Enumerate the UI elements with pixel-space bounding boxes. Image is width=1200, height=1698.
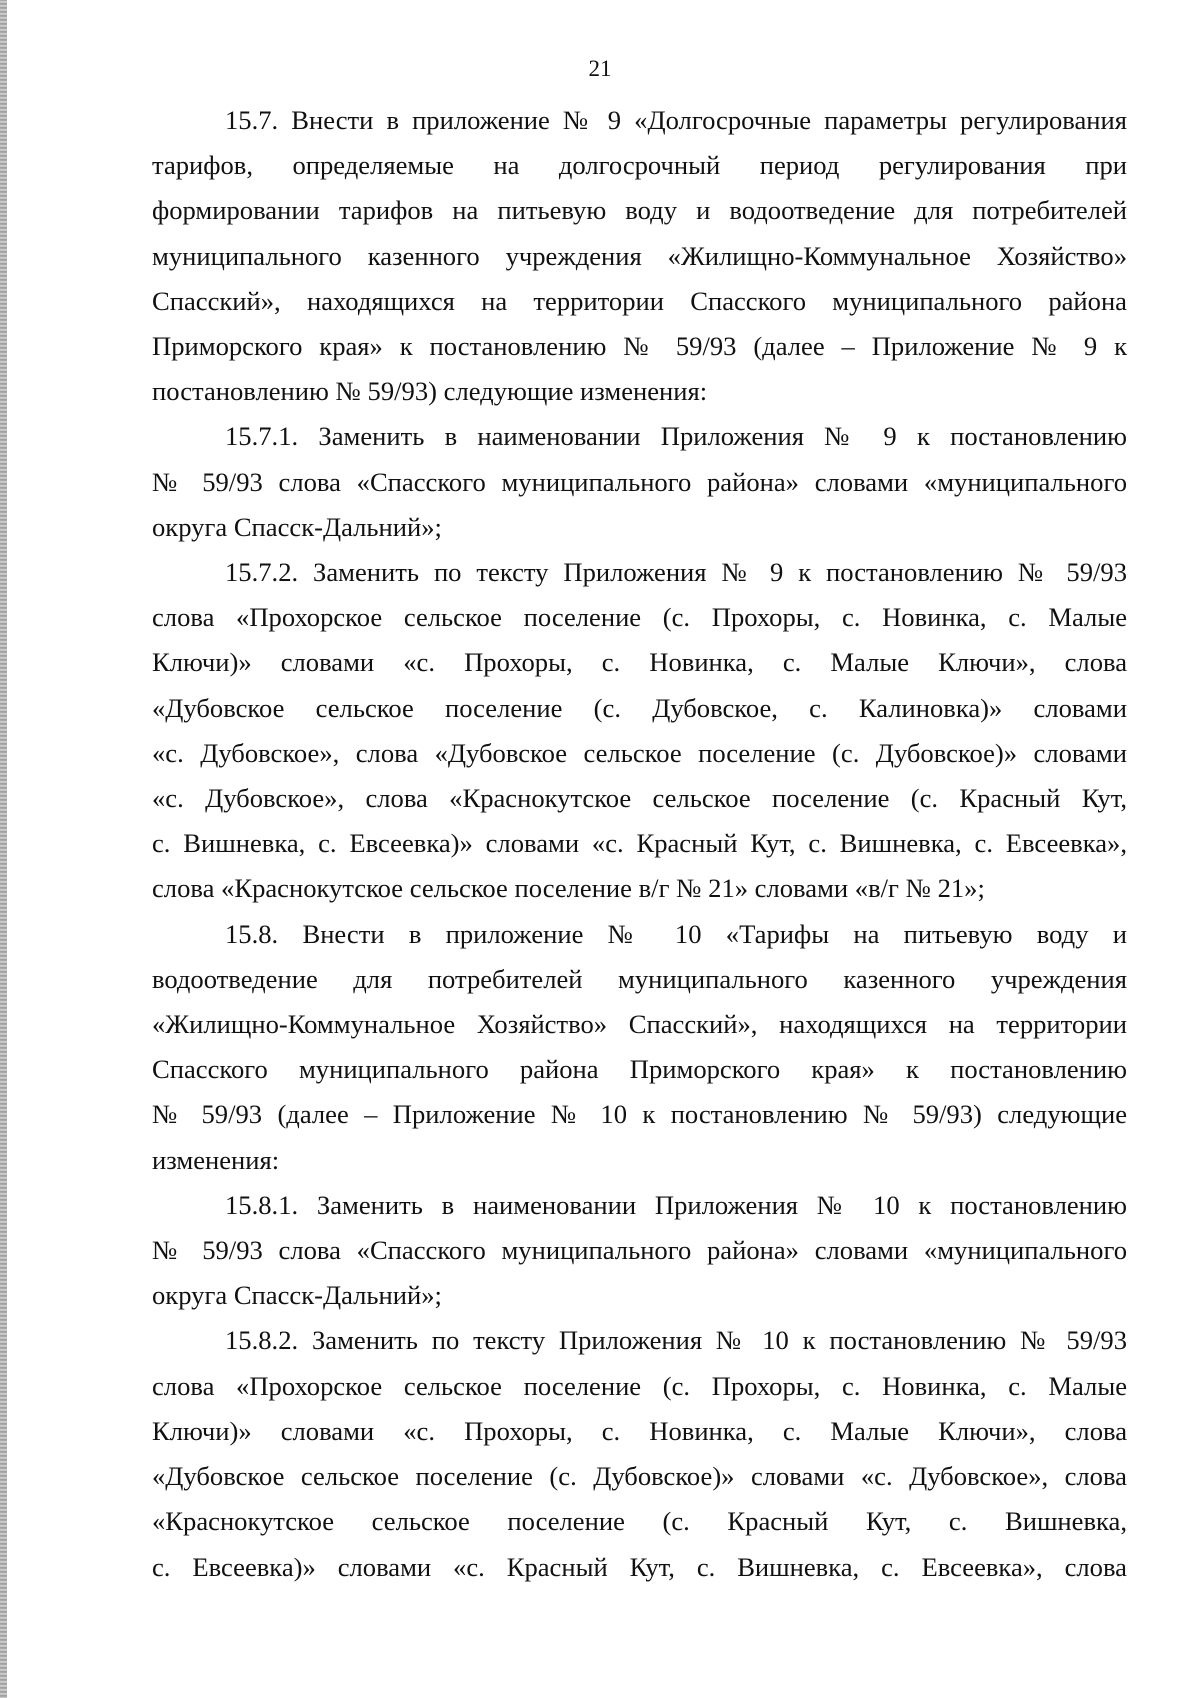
text-line: 15.7.1. Заменить в наименовании Приложения № 9 к постановлению xyxy=(225,421,1127,452)
text-line: «Жилищно-Коммунальное Хозяйство» Спасский», находящихся на территории xyxy=(152,1009,1127,1040)
text-line: 15.7. Внести в приложение № 9 «Долгосрочные параметры регулирования xyxy=(225,105,1127,135)
text-line: формировании тарифов на питьевую воду и водоотведение для потребителей xyxy=(152,195,1127,226)
text-line: «с. Дубовское», слова «Краснокутское сельское поселение (с. Красный Кут, xyxy=(152,783,1127,814)
text-line: «Краснокутское сельское поселение (с. Красный Кут, с. Вишневка, xyxy=(152,1506,1127,1537)
text-line: 15.7.2. Заменить по тексту Приложения № 9 к постановлению № 59/93 xyxy=(225,557,1127,588)
text-line: № 59/93 слова «Спасского муниципального района» словами «муниципального xyxy=(152,1235,1127,1266)
text-line: 15.8.1. Заменить в наименовании Приложения № 10 к постановлению xyxy=(225,1189,1127,1220)
page-number: 21 xyxy=(588,56,612,81)
text-line: № 59/93 слова «Спасского муниципального района» словами «муниципального xyxy=(152,466,1127,497)
text-line: слова «Прохорское сельское поселение (с. Прохоры, с. Новинка, с. Малые xyxy=(152,602,1127,633)
text-line: слова «Краснокутское сельское поселение в/г № 21» словами «в/г № 21»; xyxy=(152,873,985,904)
text-line: округа Спасск-Дальний»; xyxy=(152,511,442,542)
text-line: «с. Дубовское», слова «Дубовское сельское поселение (с. Дубовское)» словами xyxy=(152,737,1127,768)
text-line: 15.8.2. Заменить по тексту Приложения № 10 к постановлению № 59/93 xyxy=(225,1325,1127,1356)
text-line: муниципального казенного учреждения «Жилищно-Коммунальное Хозяйство» xyxy=(152,240,1127,271)
document-body xyxy=(152,98,1127,1590)
text-line: водоотведение для потребителей муниципального казенного учреждения xyxy=(152,963,1127,994)
text-line: Приморского края» к постановлению № 59/93 (далее – Приложение № 9 к xyxy=(152,331,1127,362)
text-line: Спасского муниципального района Приморского края» к постановлению xyxy=(152,1054,1127,1085)
text-line: округа Спасск-Дальний»; xyxy=(152,1280,442,1311)
text-line: «Дубовское сельское поселение (с. Дубовское)» словами «с. Дубовское», слова xyxy=(152,1461,1127,1492)
text-line: «Дубовское сельское поселение (с. Дубовское, с. Калиновка)» словами xyxy=(152,692,1127,723)
scan-edge-shadow xyxy=(0,0,7,1698)
text-line: с. Евсеевка)» словами «с. Красный Кут, с. Вишневка, с. Евсеевка», слова xyxy=(152,1551,1127,1582)
text-line: слова «Прохорское сельское поселение (с. Прохоры, с. Новинка, с. Малые xyxy=(152,1370,1127,1401)
text-line: № 59/93 (далее – Приложение № 10 к постановлению № 59/93) следующие xyxy=(152,1099,1127,1130)
text-line: тарифов, определяемые на долгосрочный период регулирования при xyxy=(152,150,1127,181)
text-line: изменения: xyxy=(152,1144,280,1175)
text-line: Ключи)» словами «с. Прохоры, с. Новинка, с. Малые Ключи», слова xyxy=(152,1415,1127,1446)
text-line: с. Вишневка, с. Евсеевка)» словами «с. Красный Кут, с. Вишневка, с. Евсеевка», xyxy=(152,828,1127,859)
text-line: 15.8. Внести в приложение № 10 «Тарифы на питьевую воду и xyxy=(225,918,1127,949)
text-line: постановлению № 59/93) следующие изменения: xyxy=(152,376,708,407)
text-line: Ключи)» словами «с. Прохоры, с. Новинка, с. Малые Ключи», слова xyxy=(152,647,1127,678)
text-line: Спасский», находящихся на территории Спасского муниципального района xyxy=(152,285,1127,316)
